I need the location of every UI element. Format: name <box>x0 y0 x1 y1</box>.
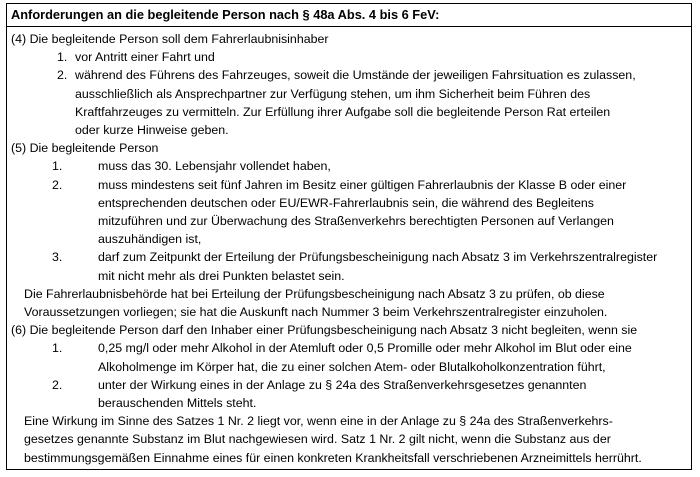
item-line: auszuhändigen ist, <box>98 232 202 247</box>
item-line: oder kurze Hinweise geben. <box>75 123 229 138</box>
item-number: 1. <box>52 159 63 174</box>
para6-intro: (6) Die begleitende Person darf den Inhaber einer Prüfungsbescheinigung nach Absatz 3 nicht begleiten, wenn sie <box>11 323 638 338</box>
item-number: 3. <box>52 250 63 265</box>
item-number: 2. <box>52 377 63 392</box>
item-number: 2. <box>57 68 68 83</box>
item-line: muss das 30. Lebensjahr vollendet haben, <box>98 159 331 174</box>
item-number: 1. <box>52 341 63 356</box>
para5-closing-line: Die Fahrerlaubnisbehörde hat bei Erteilung der Prüfungsbescheinigung nach Absatz 3 zu prüfen, ob diese <box>24 286 605 301</box>
list-item <box>11 48 691 66</box>
para4-intro: (4) Die begleitende Person soll dem Fahrerlaubnisinhaber <box>11 32 329 46</box>
list-item <box>11 248 691 284</box>
list-item <box>11 157 691 175</box>
para5-closing-line: Voraussetzungen vorliegen; sie hat die Auskunft nach Nummer 3 beim Verkehrszentralregister einzuholen. <box>24 305 608 320</box>
item-line: unter der Wirkung eines in der Anlage zu § 24a des Straßenverkehrsgesetzes genannten <box>98 377 587 392</box>
legal-text <box>7 27 691 467</box>
item-line: darf zum Zeitpunkt der Erteilung der Prüfungsbescheinigung nach Absatz 3 im Verkehrszentralregister <box>98 250 658 265</box>
item-line: ausschließlich als Ansprechpartner zur Verfügung stehen, um ihm Sicherheit beim Führen des <box>75 86 591 101</box>
item-line: berauschenden Mittels steht. <box>98 396 257 411</box>
list-item <box>11 339 691 375</box>
list-item <box>11 176 691 249</box>
item-line: entsprechenden deutschen oder EU/EWR-Fahrerlaubnis sein, die während des Begleitens <box>98 195 594 210</box>
item-line: Alkoholmenge im Körper hat, die zu einer solchen Atem- oder Blutalkoholkonzentration führt, <box>98 359 606 374</box>
box-title: Anforderungen an die begleitende Person nach § 48a Abs. 4 bis 6 FeV: <box>7 4 691 27</box>
list-item <box>11 66 691 139</box>
para5-intro: (5) Die begleitende Person <box>11 141 159 156</box>
item-line: mit nicht mehr als drei Punkten belastet sein. <box>98 268 345 283</box>
item-line: muss mindestens seit fünf Jahren im Besitz einer gültigen Fahrerlaubnis der Klasse B oder einer <box>98 177 627 192</box>
item-number: 2. <box>52 177 63 192</box>
para6-closing-line: bestimmungsgemäßen Einnahme eines für einen konkreten Krankheitsfall verschriebenen Arzneimittels herrührt. <box>24 450 642 465</box>
item-line: Kraftfahrzeuges zu vermitteln. Zur Erfüllung ihrer Aufgabe soll die begleitende Person Rat erteilen <box>75 104 611 119</box>
item-line: vor Antritt einer Fahrt und <box>75 50 215 65</box>
item-number: 1. <box>57 50 68 65</box>
item-line: mitzuführen und zur Überwachung des Straßenverkehrs berechtigten Personen auf Verlangen <box>98 214 614 229</box>
requirements-box <box>6 3 692 470</box>
list-item <box>11 376 691 412</box>
para6-closing-line: gesetzes genannte Substanz im Blut nachgewiesen wird. Satz 1 Nr. 2 gilt nicht, wenn die Substanz aus der <box>24 432 611 447</box>
item-line: 0,25 mg/l oder mehr Alkohol in der Atemluft oder 0,5 Promille oder mehr Alkohol im Blut oder eine <box>98 341 632 356</box>
item-line: während des Führens des Fahrzeuges, soweit die Umstände der jeweiligen Fahrsituation es zulassen, <box>75 68 636 83</box>
para6-closing-line: Eine Wirkung im Sinne des Satzes 1 Nr. 2 liegt vor, wenn eine in der Anlage zu § 24a des Straßenverkehrs- <box>24 414 613 429</box>
